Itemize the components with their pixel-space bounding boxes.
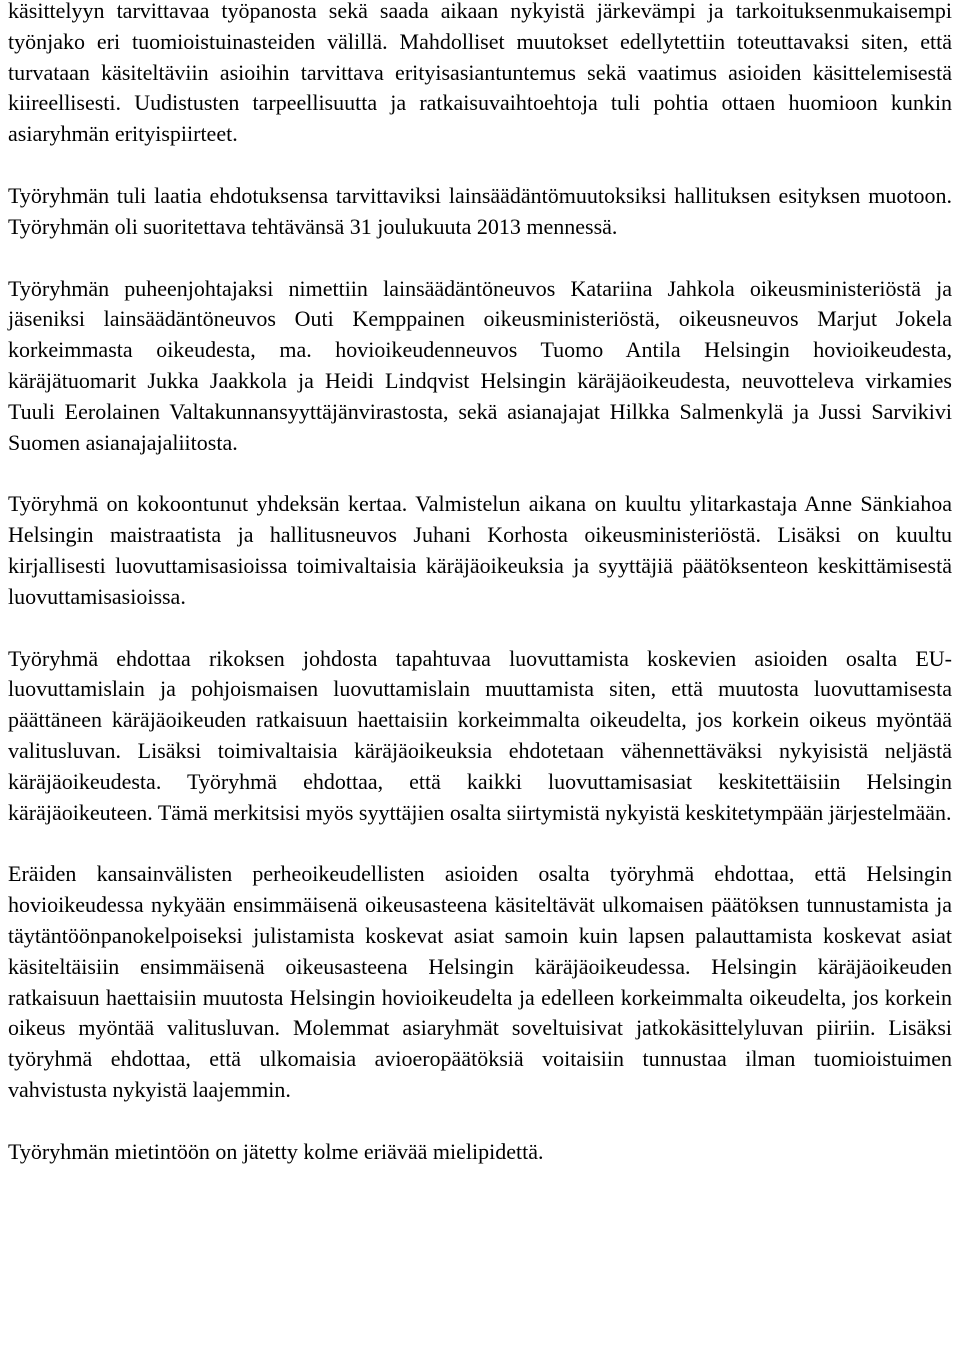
paragraph-dissenting-opinions: Työryhmän mietintöön on jätetty kolme eriävää mielipidettä.: [8, 1138, 544, 1164]
paragraph-members: Työryhmän puheenjohtajaksi nimettiin lainsäädäntöneuvos Katariina Jahkola oikeusministeriöstä ja jäseniksi lainsäädäntöneuvos Outi Kemppainen oikeusministeriöstä, oikeusneuvos Marjut Jokela korkeimmasta oikeudesta, ma. hovioikeudenneuvos Tuomo Antila Helsingin hovioikeudesta, käräjätuomarit Jukka Jaakkola ja Heidi Lindqvist Helsingin käräjäoikeudesta, neuvotteleva virkamies Tuuli Eerolainen Valtakunnansyyttäjänvirastosta, sekä asianajajat Hilkka Salmenkylä ja Jussi Sarvikivi Suomen asianajajaliitosta.: [8, 275, 952, 455]
paragraph-extradition-proposal: Työryhmä ehdottaa rikoksen johdosta tapahtuvaa luovuttamista koskevien asioiden osalta EU-luovuttamislain ja pohjoismaisen luovuttamislain muuttamista siten, että muutosta luovuttamisesta päättäneen käräjäoikeuden ratkaisuun haettaisiin korkeimmalta oikeudelta, jos korkein oikeus myöntää valitusluvan. Lisäksi toimivaltaisia käräjäoikeuksia ehdotetaan vähennettäväksi nykyisistä neljästä käräjäoikeudesta. Työryhmä ehdottaa, että kaikki luovuttamisasiat keskitettäisiin Helsingin käräjäoikeuteen. Tämä merkitsisi myös syyttäjien osalta siirtymistä nykyistä keskitetympään järjestelmään.: [8, 645, 952, 825]
paragraph-working-group-mandate: käsittelyyn tarvittavaa työpanosta sekä saada aikaan nykyistä järkevämpi ja tarkoituksenmukaisempi työnjako eri tuomioistuinasteiden välillä. Mahdolliset muutokset edellytettiin toteuttavaksi siten, että turvataan käsiteltäviin asioihin tarvittava erityisasiantuntemus sekä vaatimus asioiden käsittelemisestä kiireellisesti. Uudistusten tarpeellisuutta ja ratkaisuvaihtoehtoja tuli pohtia ottaen huomioon kunkin asiaryhmän erityispiirteet.: [8, 0, 952, 147]
paragraph-meetings-hearings: Työryhmä on kokoontunut yhdeksän kertaa. Valmistelun aikana on kuultu ylitarkastaja Anne Sänkiahoa Helsingin maistraatista ja hallitusneuvos Juhani Korhosta oikeusministeriöstä. Lisäksi on kuultu kirjallisesti luovuttamisasioissa toimivaltaisia käräjäoikeuksia ja syyttäjiä päätöksenteon keskittämisestä luovuttamisasioissa.: [8, 491, 952, 609]
paragraph-proposal-form-deadline: Työryhmän tuli laatia ehdotuksensa tarvittaviksi lainsäädäntömuutoksiksi hallituksen esityksen muotoon. Työryhmän oli suoritettava tehtävänsä 31 joulukuuta 2013 mennessä.: [8, 182, 952, 239]
paragraph-family-law-proposal: Eräiden kansainvälisten perheoikeudellisten asioiden osalta työryhmä ehdottaa, että Helsingin hovioikeudessa nykyään ensimmäisenä oikeusasteena käsiteltävät ulkomaisen päätöksen tunnustamista ja täytäntöönpanokelpoiseksi julistamista koskevat asiat samoin kuin lapsen palauttamista koskevat asiat käsiteltäisiin ensimmäisenä oikeusasteena Helsingin käräjäoikeudessa. Helsingin käräjäoikeuden ratkaisuun haettaisiin muutosta Helsingin hovioikeudelta ja edelleen korkeimmalta oikeudelta, jos korkein oikeus myöntää valitusluvan. Molemmat asiaryhmät soveltuisivat jatkokäsittelyluvan piiriin. Lisäksi työryhmä ehdottaa, että ulkomaisia avioeropäätöksiä voitaisiin tunnustaa ilman tuomioistuimen vahvistusta nykyistä laajemmin.: [8, 861, 952, 1102]
